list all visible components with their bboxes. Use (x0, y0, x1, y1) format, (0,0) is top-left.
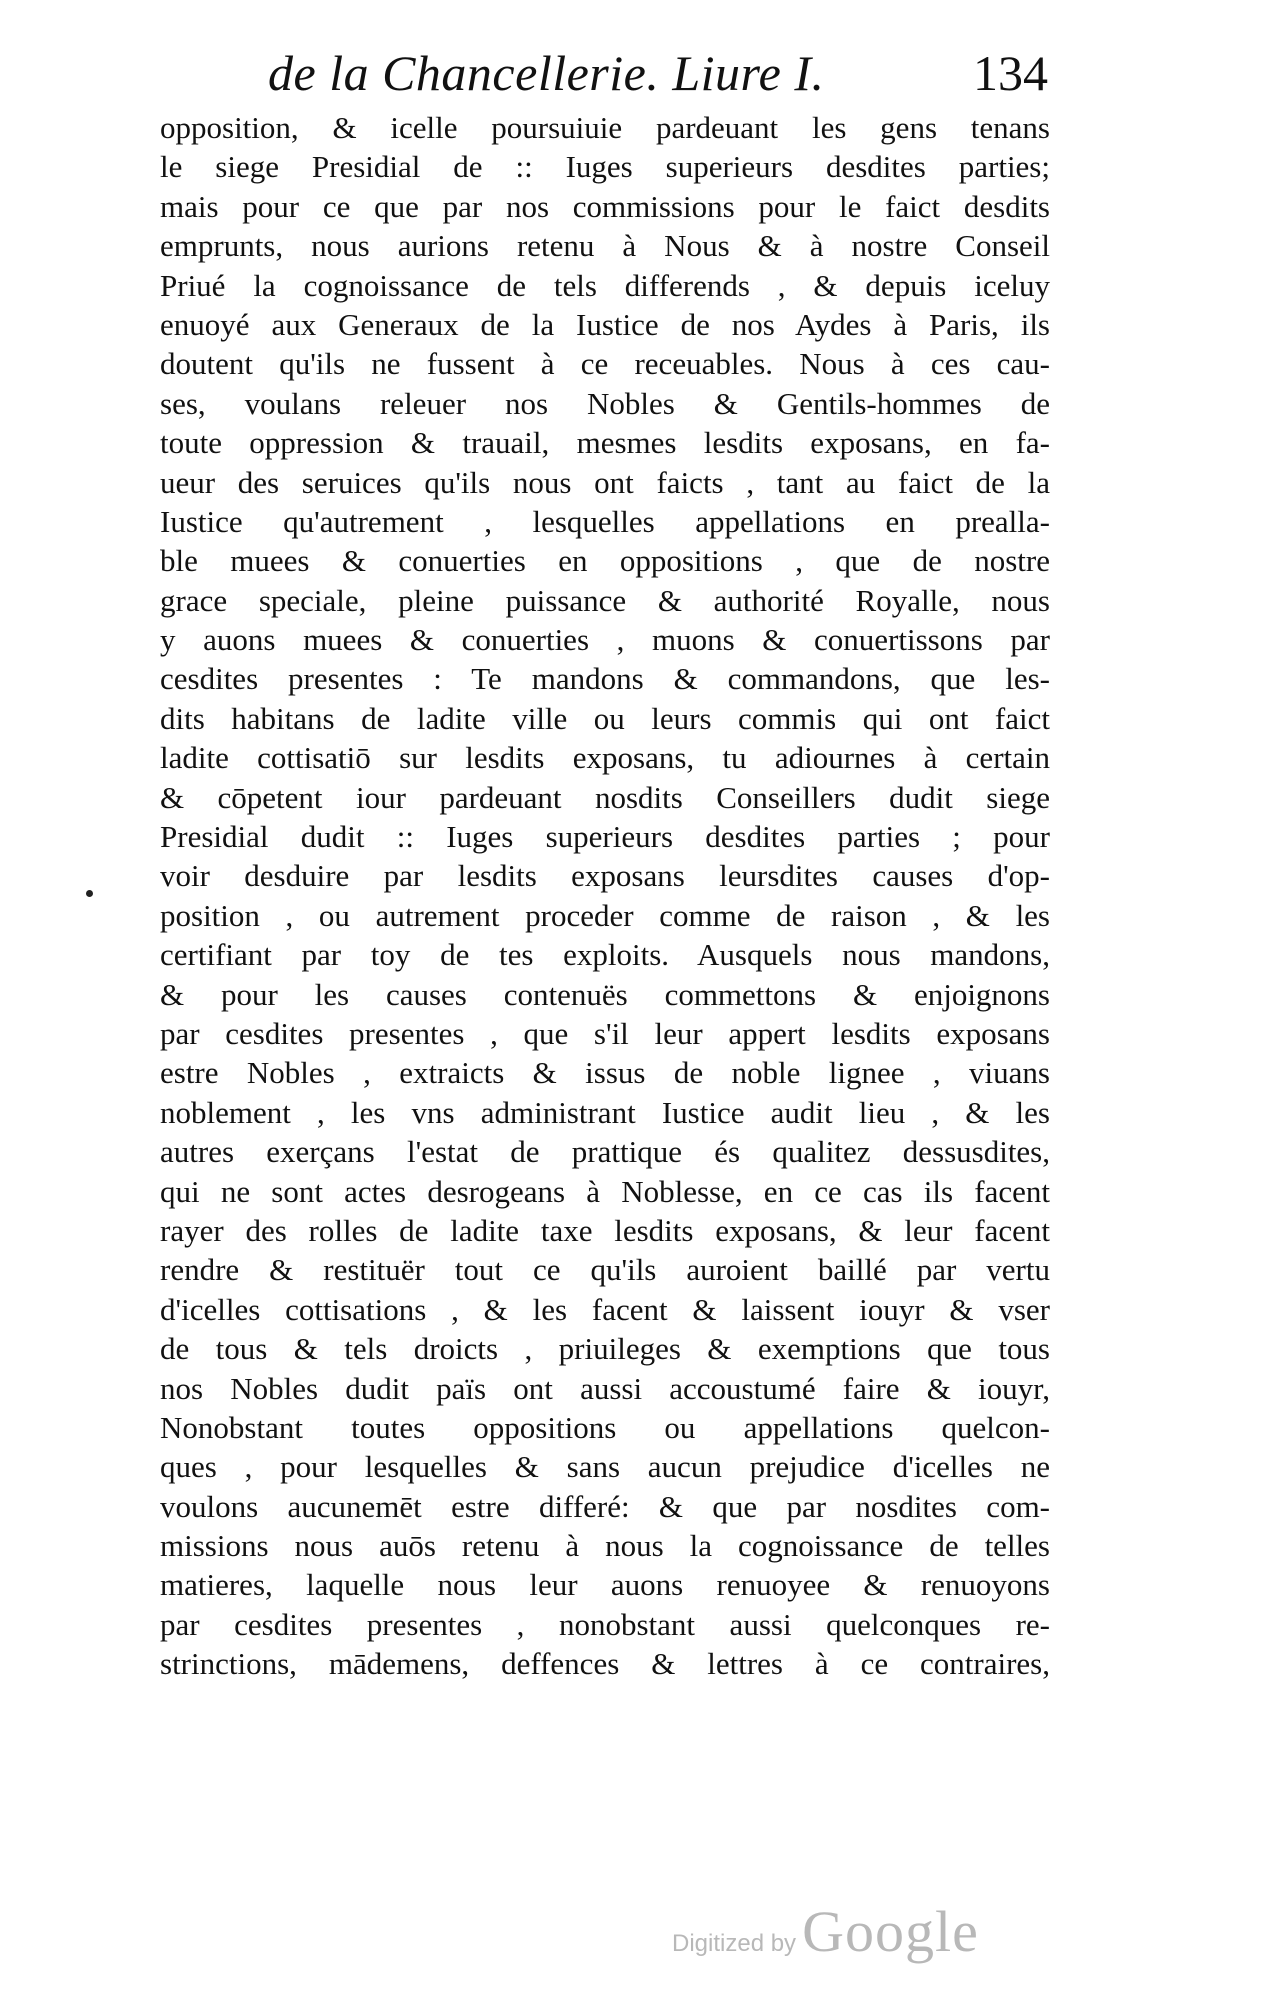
body-text (160, 108, 1050, 1684)
text-line: opposition, & icelle poursuiuie pardeuant les gens tenans (160, 110, 1050, 145)
text-line: matieres, laquelle nous leur auons renuoyee & renuoyons (160, 1567, 1050, 1603)
text-line: d'icelles cottisations , & les facent & laissent iouyr & vser (160, 1291, 1050, 1327)
text-line: par cesdites presentes , que s'il leur appert lesdits exposans (160, 1015, 1050, 1051)
text-line: Priué la cognoissance de tels differends , & depuis iceluy (160, 267, 1050, 303)
text-line: ques , pour lesquelles & sans aucun prejudice d'icelles ne (160, 1449, 1050, 1485)
text-line: ueur des seruices qu'ils nous ont faicts , tant au faict de la (160, 464, 1050, 500)
page-header (268, 38, 1048, 108)
page-number: 134 (973, 45, 1048, 101)
text-line: mais pour ce que par nos commissions pour le faict desdits (160, 188, 1050, 224)
text-line: noblement , les vns administrant Iustice audit lieu , & les (160, 1094, 1050, 1130)
text-line: cesdites presentes : Te mandons & commandons, que les- (160, 661, 1050, 697)
text-line: dits habitans de ladite ville ou leurs commis qui ont faict (160, 700, 1050, 736)
text-line: rendre & restituër tout ce qu'ils auroient baillé par vertu (160, 1252, 1050, 1288)
text-line: voulons aucunemēt estre differé: & que par nosdites com- (160, 1488, 1050, 1524)
text-line: rayer des rolles de ladite taxe lesdits exposans, & leur facent (160, 1212, 1050, 1248)
text-line: Presidial dudit :: Iuges superieurs desdites parties ; pour (160, 819, 1050, 855)
margin-mark (86, 890, 93, 897)
text-line: & pour les causes contenuës commettons & enjoignons (160, 976, 1050, 1012)
text-line: grace speciale, pleine puissance & authorité Royalle, nous (160, 582, 1050, 618)
text-line: enuoyé aux Generaux de la Iustice de nos Aydes à Paris, ils (160, 306, 1050, 342)
text-line: ble muees & conuerties en oppositions , que de nostre (160, 543, 1050, 579)
text-line: missions nous auōs retenu à nous la cognoissance de telles (160, 1528, 1050, 1564)
watermark-prefix: Digitized by (672, 1930, 797, 1957)
text-line: estre Nobles , extraicts & issus de noble lignee , viuans (160, 1055, 1050, 1091)
watermark-brand: Google (802, 1899, 979, 1964)
text-line: qui ne sont actes desrogeans à Noblesse, en ce cas ils facent (160, 1173, 1050, 1209)
text-line: le siege Presidial de :: Iuges superieurs desdites parties; (160, 149, 1050, 185)
text-line: emprunts, nous aurions retenu à Nous & à nostre Conseil (160, 228, 1050, 264)
text-line: voir desduire par lesdits exposans leursdites causes d'op- (160, 858, 1050, 894)
text-line: strinctions, mādemens, deffences & lettres à ce contraires, (160, 1646, 1050, 1682)
text-line: nos Nobles dudit païs ont aussi accoustumé faire & iouyr, (160, 1370, 1050, 1406)
running-head: de la Chancellerie. Liure I. (268, 45, 825, 101)
text-line: autres exerçans l'estat de prattique és qualitez dessusdites, (160, 1134, 1050, 1170)
digitization-watermark (672, 1898, 979, 1965)
text-line: & cōpetent iour pardeuant nosdits Conseillers dudit siege (160, 779, 1050, 815)
text-line: Nonobstant toutes oppositions ou appellations quelcon- (160, 1409, 1050, 1445)
text-line: par cesdites presentes , nonobstant aussi quelconques re- (160, 1606, 1050, 1642)
text-line: de tous & tels droicts , priuileges & exemptions que tous (160, 1331, 1050, 1367)
text-line: doutent qu'ils ne fussent à ce receuables. Nous à ces cau- (160, 346, 1050, 382)
text-line: Iustice qu'autrement , lesquelles appellations en preallа- (160, 503, 1050, 539)
text-line: toute oppression & trauail, mesmes lesdits exposans, en fa- (160, 425, 1050, 461)
text-line: ses, voulans releuer nos Nobles & Gentils-hommes de (160, 385, 1050, 421)
text-line: position , ou autrement proceder comme de raison , & les (160, 897, 1050, 933)
text-line: ladite cottisatiō sur lesdits exposans, tu adiournes à certain (160, 740, 1050, 776)
text-line: certifiant par toy de tes exploits. Ausquels nous mandons, (160, 937, 1050, 973)
text-line: y auons muees & conuerties , muons & conuertissons par (160, 622, 1050, 658)
